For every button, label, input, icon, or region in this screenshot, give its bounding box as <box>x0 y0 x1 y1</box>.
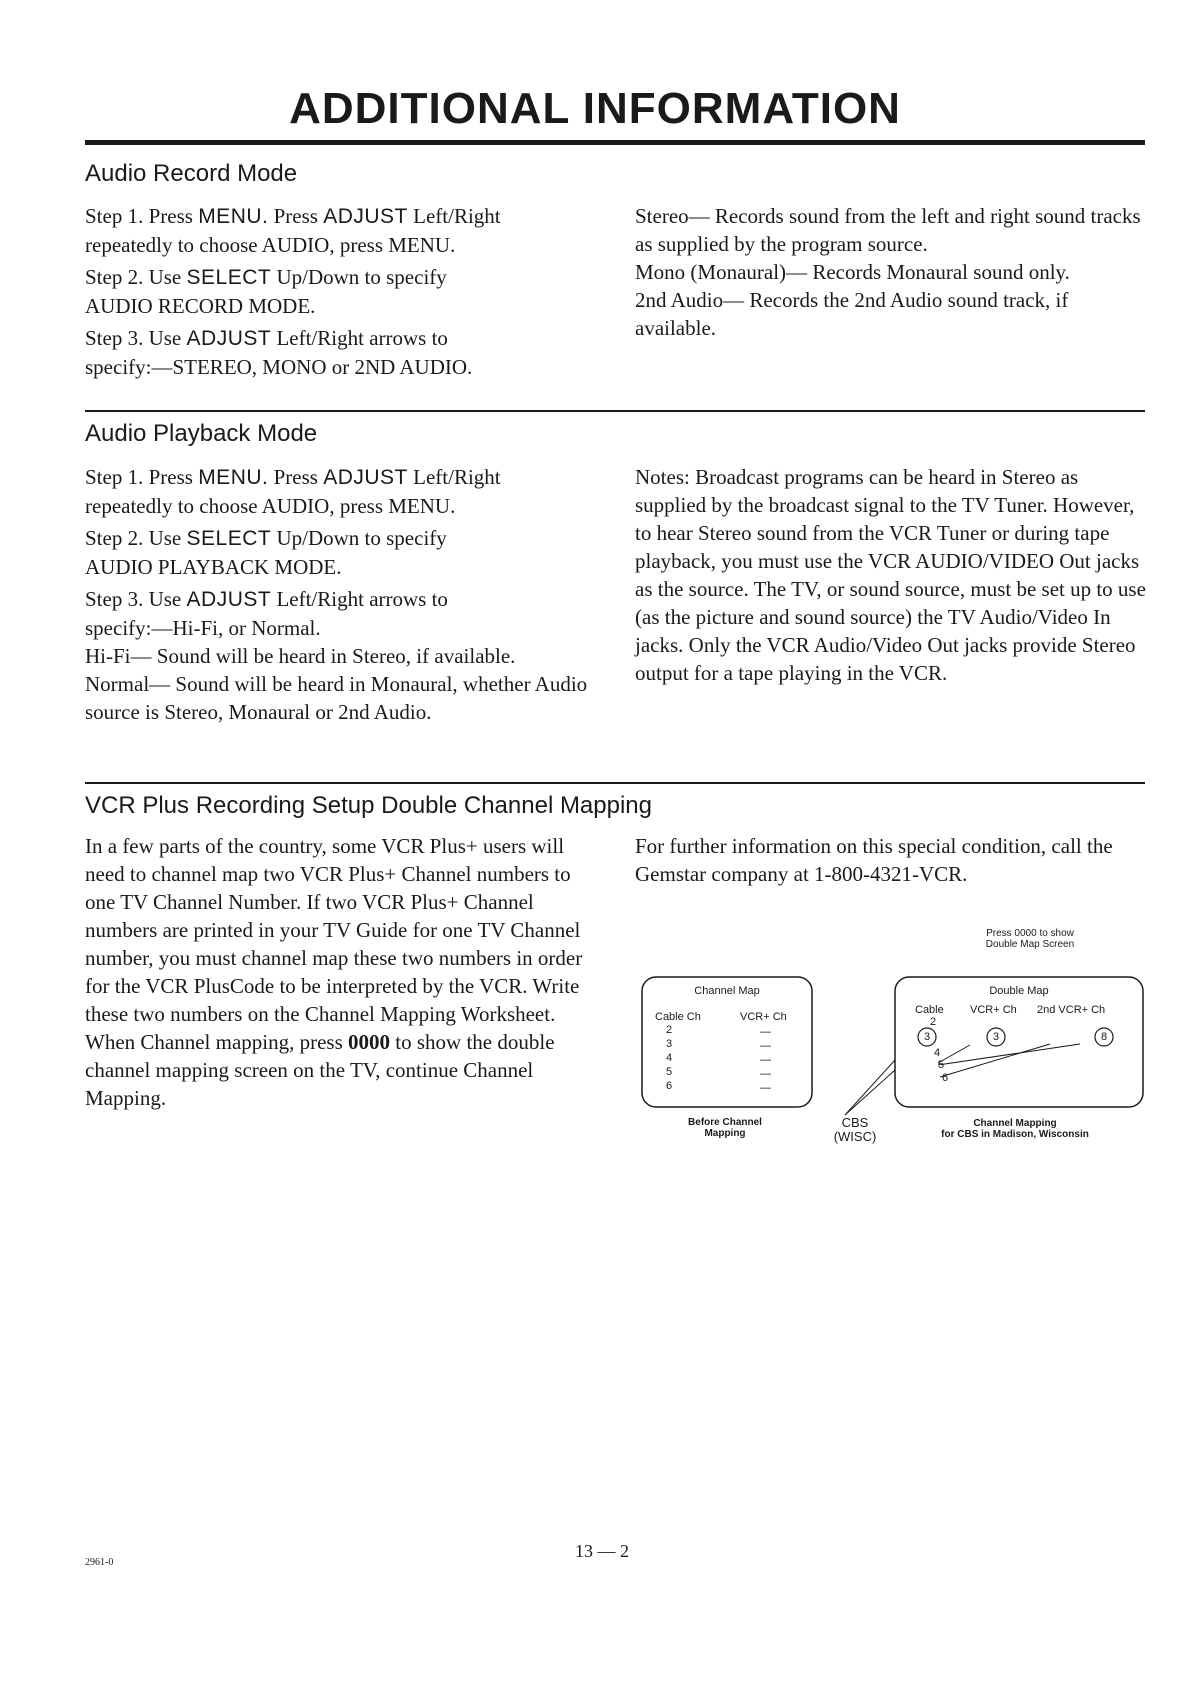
cable-row-3: 3 <box>666 1038 673 1050</box>
vcrplus-para-1: In a few parts of the country, some VCR Plus+ users will need to channel map two VCR Plus+ Channel numbers to one TV Channel Number. If two VCR Plus+ Channel numbers are printed in your TV Guide for one TV Channel number, you must channel map these two numbers in order for the VCR PlusCode to be interpreted by the VCR. Write these two numbers on the Channel Mapping Worksheet. <box>85 834 583 1026</box>
vcr-blank: — <box>760 1068 771 1080</box>
playback-step-1: Step 1. Press MENU. Press ADJUST Left/Right repeatedly to choose AUDIO, press MENU. <box>85 465 501 518</box>
vcr-blank: — <box>760 1054 771 1066</box>
title-rule <box>85 140 1145 145</box>
record-heading: Audio Record Mode <box>85 160 298 187</box>
double-cable-row-6: 6 <box>942 1072 949 1084</box>
document-code: 2961-0 <box>85 1557 114 1568</box>
cable-row-4: 4 <box>666 1052 673 1064</box>
vcrplus-text <box>85 832 590 1112</box>
vcrplus-contact: For further information on this special condition, call the Gemstar company at 1-800-4321-VCR. <box>635 834 1113 886</box>
second-vcr-plus-value: 8 <box>1101 1031 1108 1043</box>
playback-heading: Audio Playback Mode <box>85 420 318 447</box>
playback-step-2: Step 2. Use SELECT Up/Down to specify AUDIO PLAYBACK MODE. <box>85 526 447 579</box>
record-options <box>635 202 1150 342</box>
hifi-description: Hi-Fi— Sound will be heard in Stereo, if available. <box>85 644 516 668</box>
second-vcr-plus-header: 2nd VCR+ Ch <box>1037 1004 1106 1016</box>
vcrplus-para-2: When Channel mapping, press 0000 to show the double channel mapping screen on the TV, continue Channel Mapping. <box>85 1030 555 1110</box>
notes-label: Notes: <box>635 465 690 489</box>
stereo-option: Stereo— Records sound from the left and right sound tracks as supplied by the program source. <box>635 204 1141 256</box>
double-map-title: Double Map <box>989 985 1049 997</box>
press-note: Press 0000 to show Double Map Screen <box>985 928 1075 950</box>
cable-row-2: 2 <box>666 1024 673 1036</box>
mono-option: Mono (Monaural)— Records Monaural sound only. <box>635 260 1070 284</box>
notes-text: Broadcast programs can be heard in Stereo as supplied by the broadcast signal to the TV Tuner. However, to hear Stereo sound from the VCR Tuner or during tape playback, you must use the VCR AUDIO/VIDEO Out jacks as the source. The TV, or sound source, must be set up to use (as the picture and sound source) the TV Audio/Video In jacks. Only the VCR Audio/Video Out jacks provide Stereo output for a tape playing in the VCR. <box>635 465 1146 685</box>
vcr-plus-header: VCR+ Ch <box>970 1004 1017 1016</box>
cable-row-6: 6 <box>666 1080 673 1092</box>
second-audio-option: 2nd Audio— Records the 2nd Audio sound track, if available. <box>635 288 1069 340</box>
playback-steps <box>85 463 595 726</box>
section-divider <box>85 782 1145 784</box>
double-cable-row-2: 2 <box>930 1016 937 1028</box>
playback-notes <box>635 463 1150 687</box>
channel-map-title: Channel Map <box>694 985 760 997</box>
vcr-plus-value: 3 <box>993 1031 1000 1043</box>
playback-step-3: Step 3. Use ADJUST Left/Right arrows to specify:—Hi-Fi, or Normal. <box>85 587 448 640</box>
caption-before-mapping: Before Channel Mapping <box>688 1117 762 1139</box>
vcr-blank: — <box>760 1026 771 1038</box>
connector-line <box>845 1060 895 1115</box>
page-title: ADDITIONAL INFORMATION <box>289 84 901 133</box>
vcr-blank: — <box>760 1082 771 1094</box>
vcrplus-heading: VCR Plus Recording Setup Double Channel Mapping <box>85 792 652 819</box>
mapping-line <box>938 1044 1080 1065</box>
record-step-3: Step 3. Use ADJUST Left/Right arrows to specify:—STEREO, MONO or 2ND AUDIO. <box>85 326 473 379</box>
section-divider <box>85 410 1145 412</box>
record-steps <box>85 202 595 381</box>
vcr-blank: — <box>760 1040 771 1052</box>
double-cable-row-3: 3 <box>924 1031 931 1043</box>
cable-row-5: 5 <box>666 1066 673 1078</box>
connector-line <box>845 1070 895 1115</box>
vcr-ch-header: VCR+ Ch <box>740 1011 787 1023</box>
double-cable-row-4: 4 <box>934 1047 941 1059</box>
cable-ch-header: Cable Ch <box>655 1011 701 1023</box>
page-number: 13 — 2 <box>575 1541 629 1561</box>
mapping-line <box>940 1044 1050 1077</box>
record-step-2: Step 2. Use SELECT Up/Down to specify AUDIO RECORD MODE. <box>85 265 447 318</box>
double-cable-row-5: 5 <box>938 1059 945 1071</box>
record-step-1: Step 1. Press MENU. Press ADJUST Left/Right repeatedly to choose AUDIO, press MENU. <box>85 204 501 257</box>
normal-description: Normal— Sound will be heard in Monaural, whether Audio source is Stereo, Monaural or 2nd Audio. <box>85 672 588 724</box>
caption-cbs: CBS (WISC) <box>833 1115 877 1144</box>
caption-channel-mapping: Channel Mapping for CBS in Madison, Wisconsin <box>941 1118 1089 1140</box>
cable-header: Cable <box>915 1004 944 1016</box>
